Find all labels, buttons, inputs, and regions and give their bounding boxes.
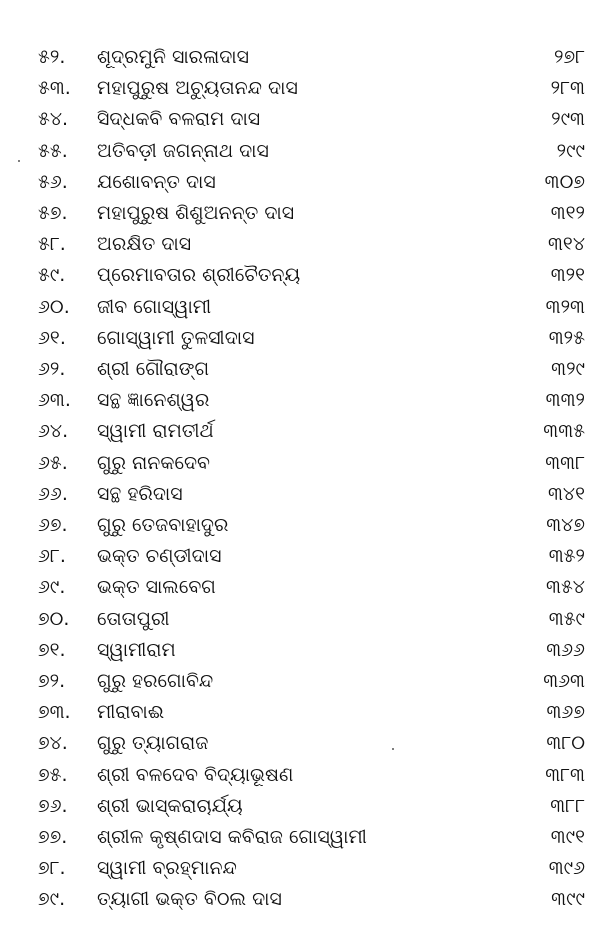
print-speck <box>392 748 394 750</box>
entry-number: ୭୪. <box>38 732 68 755</box>
entry-title: ଗୁରୁ ହରଗୋବିନ୍ଦ <box>97 670 214 692</box>
entry-page-number: ୩୦୭ <box>544 170 585 193</box>
entry-number: ୭୭. <box>38 826 68 848</box>
toc-entry <box>0 760 600 791</box>
toc-entry <box>0 572 600 603</box>
entry-title: ସ୍ୱାମୀ ରାମତୀର୍ଥ <box>97 420 214 443</box>
entry-page-number: ୩୬୬ <box>546 638 585 661</box>
entry-page-number: ୩୨୯ <box>551 358 585 380</box>
entry-title: ଶ୍ରୀ ବଳଦେବ ବିଦ୍ୟାଭୂଷଣ <box>97 763 294 786</box>
entry-title: ଭକ୍ତ ଚଣ୍ଡୀଦାସ <box>97 545 222 568</box>
entry-title: ସନ୍ଥ ଜ୍ଞାନେଶ୍ୱର <box>97 389 210 412</box>
entry-page-number: ୩୧୨ <box>550 202 585 224</box>
entry-number: ୫୩. <box>38 77 71 100</box>
entry-number: ୭୯. <box>38 888 66 911</box>
entry-page-number: ୨୮୩ <box>550 77 585 100</box>
entry-number: ୭୫. <box>38 763 68 786</box>
entry-number: ୬୩. <box>38 389 71 412</box>
entry-title: ତ୍ୟାଗୀ ଭକ୍ତ ବିଠଲ ଦାସ <box>97 888 282 911</box>
toc-entry <box>0 260 600 291</box>
entry-title: ସ୍ୱାମୀରାମ <box>97 638 176 661</box>
entry-number: ୭୬. <box>38 794 68 817</box>
entry-number: ୭୩. <box>38 701 71 724</box>
entry-number: ୬୬. <box>38 482 68 505</box>
entry-page-number: ୩୪୧ <box>547 482 585 505</box>
entry-number: ୭୮. <box>38 857 66 880</box>
toc-entry <box>0 354 600 385</box>
entry-page-number: ୩୮୮ <box>550 794 585 817</box>
toc-entry <box>0 510 600 541</box>
toc-entry <box>0 728 600 759</box>
entry-page-number: ୩୯୧ <box>550 826 585 848</box>
entry-title: ଗୁରୁ ତ୍ୟାଗରାଜ <box>97 732 209 755</box>
toc-entry <box>0 791 600 822</box>
entry-page-number: ୩୬୭ <box>546 701 585 724</box>
toc-entry <box>0 385 600 416</box>
entry-number: ୭୨. <box>38 670 66 692</box>
entry-title: ତୋତାପୁରୀ <box>97 607 170 630</box>
toc-entry <box>0 448 600 479</box>
entry-page-number: ୨୯୯ <box>556 139 585 162</box>
entry-number: ୫୯. <box>38 264 66 287</box>
entry-page-number: ୩୯୬ <box>548 857 585 880</box>
toc-entry <box>0 42 600 73</box>
toc-entry <box>0 541 600 572</box>
entry-title: ଶ୍ରୀ ଭାସ୍କରାଚାର୍ଯ୍ୟ <box>97 794 243 817</box>
entry-page-number: ୩୫୯ <box>548 607 585 630</box>
entry-page-number: ୩୨୧ <box>550 264 585 287</box>
entry-title: ଶୂଦ୍ରମୁନି ସାରଳାଦାସ <box>97 46 249 68</box>
entry-number: ୬୫. <box>38 451 68 474</box>
entry-title: ଯଶୋବନ୍ତ ଦାସ <box>97 170 216 193</box>
entry-number: ୬୯. <box>38 576 66 599</box>
entry-page-number: ୩୧୪ <box>547 233 585 256</box>
entry-number: ୫୮. <box>38 233 66 256</box>
entry-number: ୫୨. <box>38 46 66 68</box>
entry-page-number: ୨୭୮ <box>553 46 585 68</box>
entry-title: ସିଦ୍ଧକବି ବଳରାମ ଦାସ <box>97 108 261 131</box>
entry-page-number: ୩୮୦ <box>546 732 585 755</box>
entry-page-number: ୩୩୨ <box>545 389 585 412</box>
toc-entry <box>0 136 600 167</box>
entry-number: ୫୫. <box>38 139 68 162</box>
entry-page-number: ୩୩୫ <box>543 420 585 443</box>
entry-title: ମହାପୁରୁଷ ଶିଶୁଅନନ୍ତ ଦାସ <box>97 202 295 224</box>
entry-title: ଗୁରୁ ନାନକଦେବ <box>97 451 210 474</box>
entry-page-number: ୩୩୮ <box>545 451 585 474</box>
toc-entry <box>0 884 600 915</box>
entry-number: ୫୬. <box>38 170 68 193</box>
entry-number: ୬୧. <box>38 326 66 349</box>
entry-page-number: ୩୮୩ <box>545 763 585 786</box>
entry-number: ୭୧. <box>38 638 66 661</box>
print-speck <box>18 160 20 162</box>
entry-title: ଭକ୍ତ ସାଲବେଗ <box>97 576 216 599</box>
toc-entry <box>0 635 600 666</box>
entry-title: ମହାପୁରୁଷ ଅଚ୍ୟୁତାନନ୍ଦ ଦାସ <box>97 77 298 100</box>
toc-entry <box>0 666 600 697</box>
entry-title: ଅତିବଡ଼ୀ ଜଗନ୍ନାଥ ଦାସ <box>97 139 269 162</box>
toc-entry <box>0 416 600 447</box>
entry-title: ମୀରାବାଈ <box>97 701 165 724</box>
entry-page-number: ୩୯୯ <box>551 888 585 911</box>
entry-title: ପ୍ରେମାବତାର ଶ୍ରୀଚୈତନ୍ୟ <box>97 264 301 287</box>
toc-entry <box>0 73 600 104</box>
entry-page-number: ୩୨୩ <box>545 295 585 318</box>
entry-number: ୬୦. <box>38 295 70 318</box>
entry-title: ଶ୍ରୀଳ କୃଷ୍ଣଦାସ କବିରାଜ ଗୋସ୍ୱାମୀ <box>97 826 367 848</box>
entry-page-number: ୨୯୩ <box>551 108 585 131</box>
toc-entry <box>0 853 600 884</box>
entry-number: ୫୪. <box>38 108 69 131</box>
toc-entry <box>0 292 600 323</box>
entry-title: ସନ୍ଥ ହରିଦାସ <box>97 482 183 505</box>
entry-title: ଶ୍ରୀ ଗୌରାଙ୍ଗ <box>97 358 210 380</box>
toc-entry <box>0 229 600 260</box>
entry-number: ୬୭. <box>38 514 68 536</box>
entry-page-number: ୩୪୭ <box>546 514 585 536</box>
toc-entry <box>0 822 600 853</box>
toc-entry <box>0 604 600 635</box>
toc-entry <box>0 479 600 510</box>
entry-number: ୬୨. <box>38 358 66 380</box>
toc-entry <box>0 167 600 198</box>
entry-page-number: ୩୬୩ <box>543 670 585 692</box>
entry-title: ଜୀବ ଗୋସ୍ୱାମୀ <box>97 295 212 318</box>
entry-number: ୫୭. <box>38 202 68 224</box>
entry-page-number: ୩୫୨ <box>548 545 585 568</box>
toc-entry <box>0 104 600 135</box>
entry-number: ୭୦. <box>38 607 70 630</box>
entry-title: ସ୍ୱାମୀ ବ୍ରହ୍ମାନନ୍ଦ <box>97 857 237 880</box>
entry-number: ୬୪. <box>38 420 69 443</box>
entry-number: ୬୮. <box>38 545 66 568</box>
entry-page-number: ୩୫୪ <box>546 576 585 599</box>
toc-entry <box>0 697 600 728</box>
entry-title: ଗୁରୁ ତେଜବାହାଦୁର <box>97 514 229 536</box>
entry-title: ଅରକ୍ଷିତ ଦାସ <box>97 233 192 256</box>
entry-page-number: ୩୨୫ <box>548 326 585 349</box>
toc-entry <box>0 323 600 354</box>
toc-entry <box>0 198 600 229</box>
entry-title: ଗୋସ୍ୱାମୀ ତୁଳସୀଦାସ <box>97 326 255 349</box>
